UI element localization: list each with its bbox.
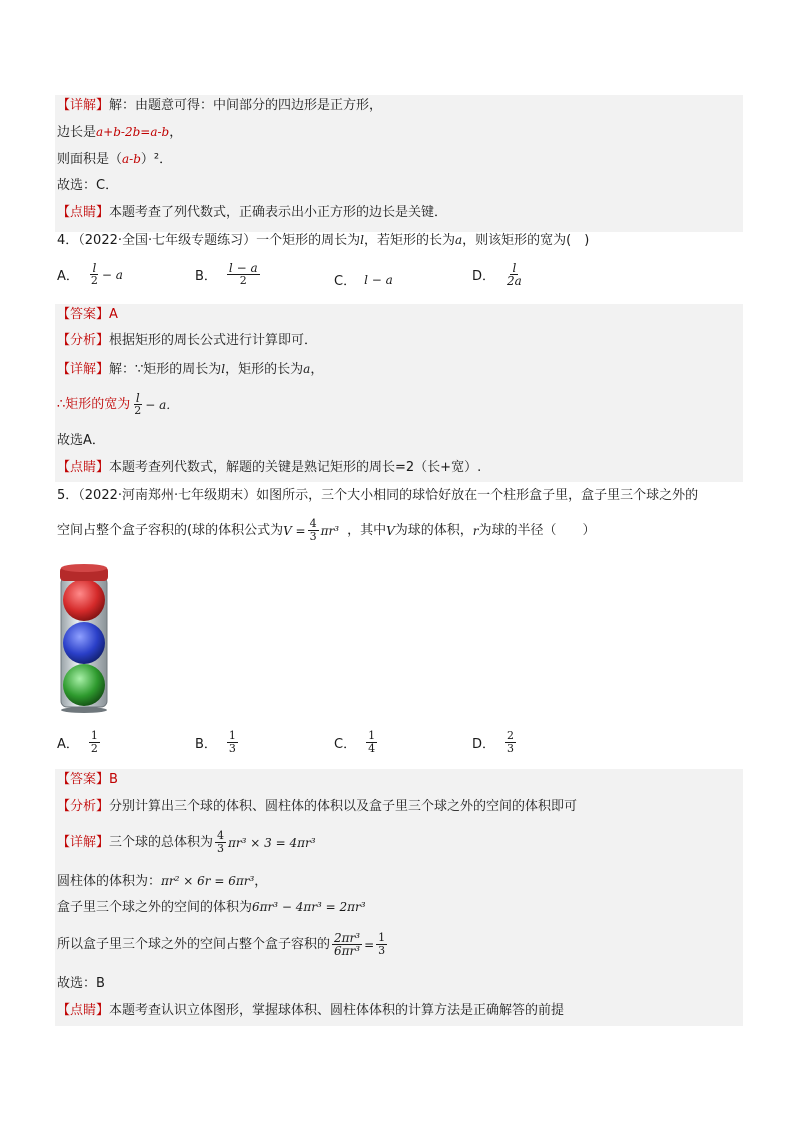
q5-option-b[interactable]: B． $\frac{1}{3}$ <box>195 729 236 755</box>
q5-answer: 【答案】B <box>57 772 118 787</box>
q5-comment: 【点睛】本题考查认识立体图形，掌握球体积、圆柱体体积的计算方法是正确解答的前提 <box>57 1003 565 1018</box>
q4-choice: 故选A． <box>57 433 105 448</box>
q5-option-d[interactable]: D． $\frac{2}{3}$ <box>472 729 515 755</box>
q4-width-line: ∴矩形的宽为 $\frac{l}{2}$ − a． <box>57 391 179 417</box>
detail-tag: 【详解】 <box>57 98 110 113</box>
choice-line: 故选：C． <box>57 178 119 193</box>
green-ball <box>63 664 105 706</box>
q5-cylinder-volume: 圆柱体的体积为：πr² × 6r = 6πr³， <box>57 874 268 889</box>
q5-detail: 【详解】 三个球的总体积为 $\frac{4}{3}$ πr³ × 3 = 4πr³ <box>57 829 316 855</box>
q5-option-a[interactable]: A． $\frac{1}{2}$ <box>57 729 98 755</box>
q5-stem-line1: 5．（2022·河南郑州·七年级期末）如图所示，三个大小相同的球恰好放在一个柱形盒子里，盒子里三个球之外的 <box>57 488 699 503</box>
red-ball <box>63 579 105 621</box>
comment-line: 【点睛】本题考查了列代数式，正确表示出小正方形的边长是关键． <box>57 205 448 220</box>
q4-answer: 【答案】A <box>57 307 118 322</box>
cylinder-balls-figure <box>58 563 110 713</box>
q5-ratio-line: 所以盒子里三个球之外的空间占整个盒子容积的 $\frac{\text{2πr³}}{\text{6πr³}}$ = $\frac{1}{3}$ <box>57 931 386 958</box>
q5-analysis: 【分析】分别计算出三个球的体积、圆柱体的体积以及盒子里三个球之外的空间的体积即可 <box>57 799 578 814</box>
q4-option-c[interactable]: C． l − a <box>334 272 393 289</box>
detail-text: 解：由题意可得：中间部分的四边形是正方形， <box>109 98 383 113</box>
side-expr: a+b-2b=a-b <box>96 125 170 139</box>
q4-option-b[interactable]: B． $\frac{l - a}{2}$ <box>195 261 258 287</box>
cylinder-base <box>61 707 107 713</box>
q4-detail: 【详解】解：∵矩形的周长为l，矩形的长为a， <box>57 362 324 377</box>
area-expr: a-b <box>122 152 141 166</box>
q4-comment: 【点睛】本题考查列代数式，解题的关键是熟记矩形的周长=2（长+宽）. <box>57 460 482 475</box>
q5-option-c[interactable]: C． $\frac{1}{4}$ <box>334 729 376 755</box>
q4-option-a[interactable]: A． $\frac{l}{2}$ − a <box>57 261 123 287</box>
q5-stem-line2: 空间占整个盒子容积的(球的体积公式为 V = $\frac{4}{3}$ πr³ ，其中 V 为球的体积， r 为球的半径（ ） <box>57 517 596 543</box>
q4-analysis: 【分析】根据矩形的周长公式进行计算即可． <box>57 333 318 348</box>
q5-outside-volume: 盒子里三个球之外的空间的体积为6πr³ − 4πr³ = 2πr³ <box>57 900 366 915</box>
q4-option-d[interactable]: D． $\frac{l}{2a}$ <box>472 261 522 288</box>
q4-stem: 4．（2022·全国·七年级专题练习）一个矩形的周长为l，若矩形的长为a，则该矩形的宽为( ) <box>57 233 590 248</box>
side-length-line: 边长是a+b-2b=a-b， <box>57 125 183 140</box>
detail-line <box>57 97 382 115</box>
blue-ball <box>63 622 105 664</box>
q5-choice: 故选：B <box>57 976 105 991</box>
area-line: 则面积是（a-b）²． <box>57 152 173 167</box>
comment-tag: 【点睛】 <box>57 205 110 220</box>
cylinder-cap-top <box>61 564 107 572</box>
